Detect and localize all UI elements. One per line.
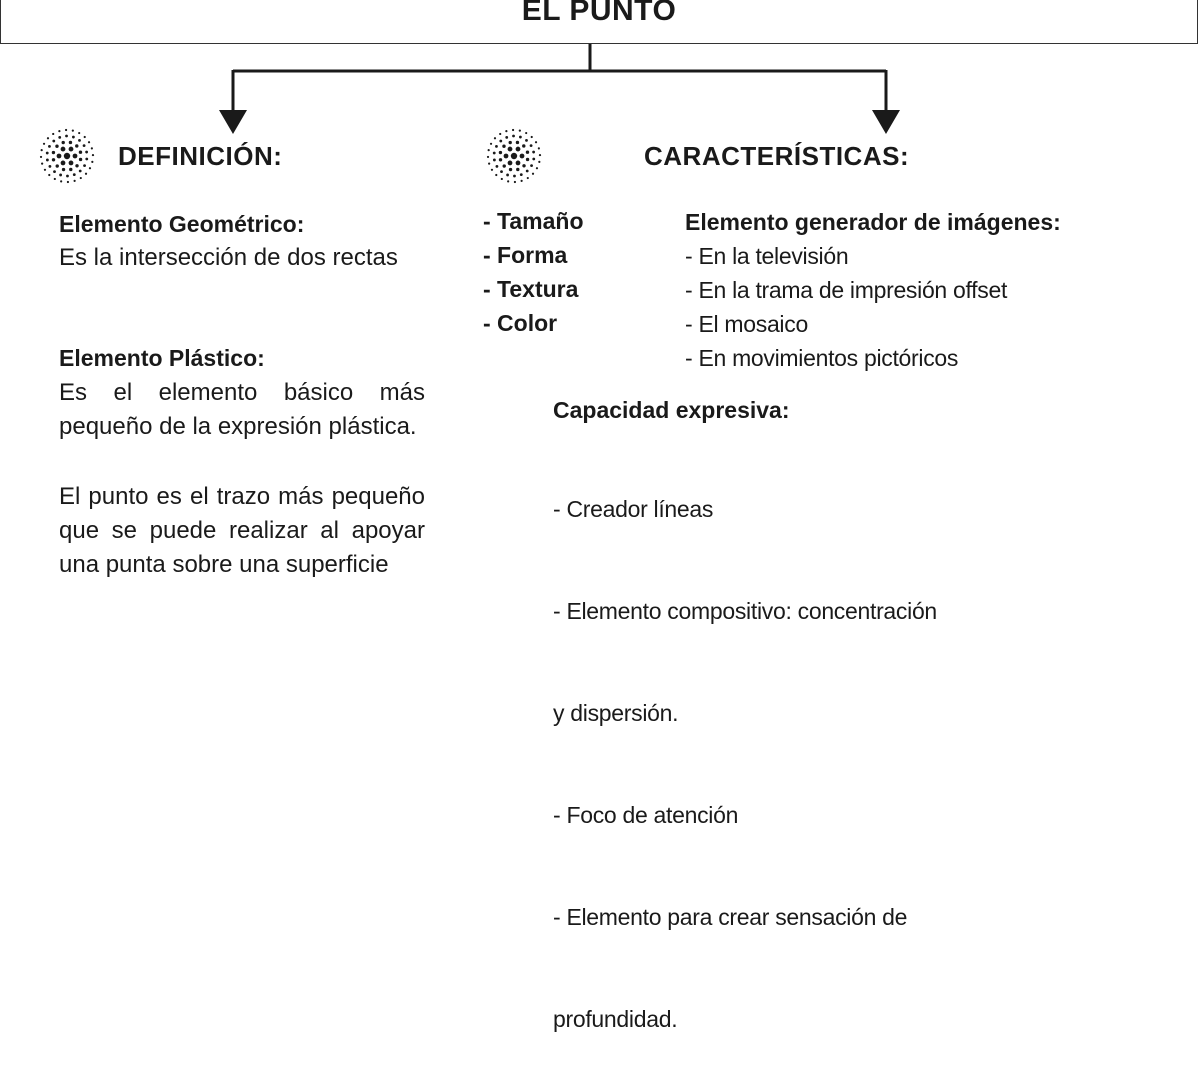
geometric-element-label: Elemento Geométrico: [59, 211, 305, 237]
connector-tree [0, 0, 1200, 140]
caracteristicas-heading: CARACTERÍSTICAS: [644, 141, 910, 171]
expressive-item: - Foco de atención [553, 802, 739, 828]
right-arrowhead-icon [872, 110, 900, 134]
expressive-item: - Creador líneas [553, 496, 714, 522]
geometric-element-text: Es la intersección de dos rectas [59, 244, 398, 271]
attribute-item: - Forma [483, 242, 568, 268]
definicion-heading: DEFINICIÓN: [118, 141, 283, 171]
attribute-item: - Color [483, 310, 558, 336]
expressive-label: Capacidad expresiva: [553, 397, 790, 423]
plastic-element-label: Elemento Plástico: [59, 345, 265, 371]
generator-item: - El mosaico [685, 311, 808, 337]
expressive-item: - Elemento compositivo: concentración [553, 598, 937, 624]
left-arrowhead-icon [219, 110, 247, 134]
attribute-item: - Textura [483, 276, 579, 302]
expressive-list [553, 424, 937, 1070]
generator-item: - En movimientos pictóricos [685, 345, 959, 371]
generator-label: Elemento generador de imágenes: [685, 209, 1061, 235]
generator-item: - En la televisión [685, 243, 849, 269]
plastic-element-text: Es el elemento básico más pequeño de la expresión plástica. [59, 379, 425, 440]
dot-pattern-icon [483, 125, 545, 192]
expressive-item: profundidad. [553, 1006, 678, 1032]
punto-trazo-text: El punto es el trazo más pequeño que se puede realizar al apoyar una punta sobre una superficie [59, 483, 425, 578]
generator-item: - En la trama de impresión offset [685, 277, 1008, 303]
expressive-item: y dispersión. [553, 700, 679, 726]
generator-list [685, 239, 1007, 375]
expressive-item: - Elemento para crear sensación de [553, 904, 908, 930]
attribute-item: - Tamaño [483, 208, 584, 234]
attributes-list [483, 204, 584, 340]
dot-pattern-icon [36, 125, 98, 192]
page-title: EL PUNTO [521, 0, 677, 27]
